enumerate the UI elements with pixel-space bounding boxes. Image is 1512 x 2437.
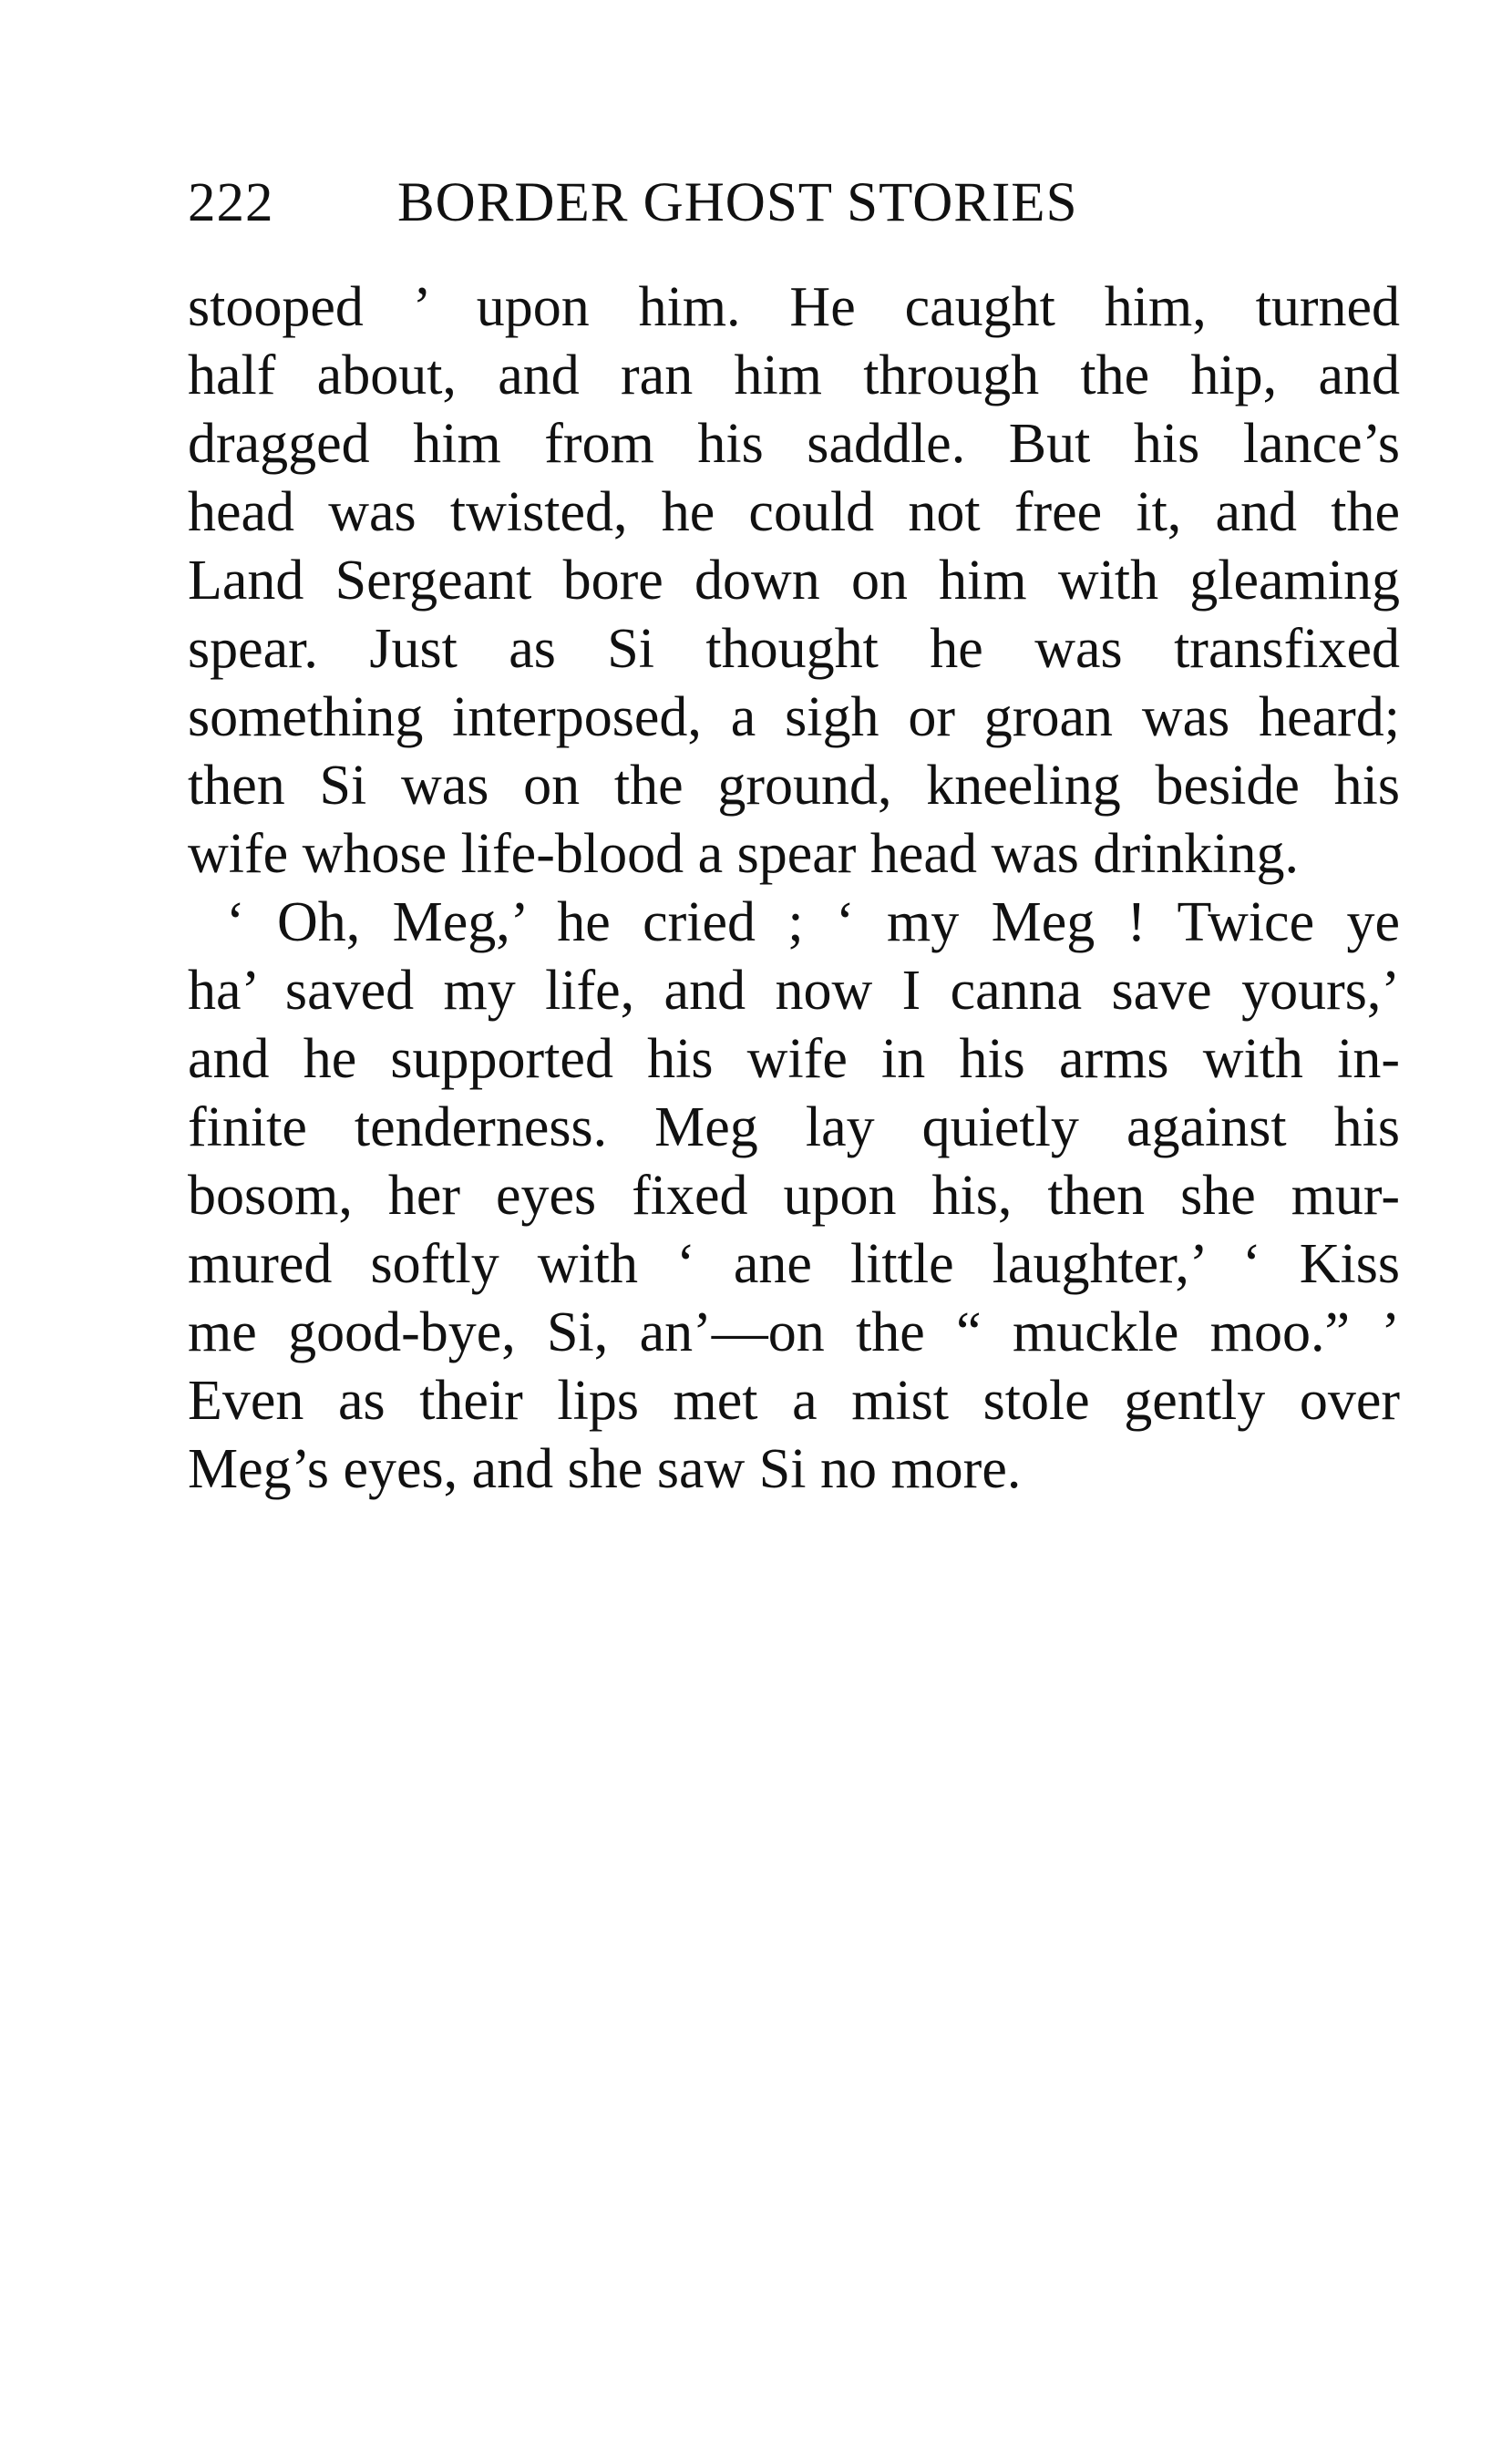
body-text [188, 273, 1400, 1504]
book-title: BORDER GHOST STORIES [397, 172, 1078, 233]
text-line: wife whose life-blood a spear head was drinking. [188, 823, 1299, 885]
text-line: ‘ Oh, Meg,’ he cried ; ‘ my Meg ! Twice ye [226, 891, 1400, 953]
text-line: Land Sergeant bore down on him with gleaming [188, 550, 1400, 612]
text-line: then Si was on the ground, kneeling beside his [188, 755, 1400, 817]
text-line: mured softly with ‘ ane little laughter,’ ‘ Kiss [188, 1233, 1400, 1295]
text-line: ha’ saved my life, and now I canna save yours,’ [188, 960, 1400, 1022]
text-line: spear. Just as Si thought he was transfixed [188, 618, 1400, 680]
text-line: Even as their lips met a mist stole gently over [188, 1370, 1400, 1432]
page-number: 222 [188, 172, 274, 233]
text-line: dragged him from his saddle. But his lance’s [188, 413, 1400, 475]
running-head [188, 167, 1400, 240]
text-line: something interposed, a sigh or groan was heard; [188, 686, 1400, 748]
text-line: Meg’s eyes, and she saw Si no more. [188, 1438, 1022, 1500]
text-line: bosom, her eyes fixed upon his, then she mur- [188, 1165, 1400, 1227]
text-line: half about, and ran him through the hip, and [188, 344, 1400, 406]
text-line: finite tenderness. Meg lay quietly against his [188, 1096, 1400, 1158]
text-line: and he supported his wife in his arms with in- [188, 1028, 1400, 1090]
text-line: head was twisted, he could not free it, and the [188, 481, 1400, 543]
text-line: stooped ’ upon him. He caught him, turned [188, 276, 1400, 338]
text-line: me good-bye, Si, an’—on the “ muckle moo.” ’ [188, 1301, 1400, 1363]
